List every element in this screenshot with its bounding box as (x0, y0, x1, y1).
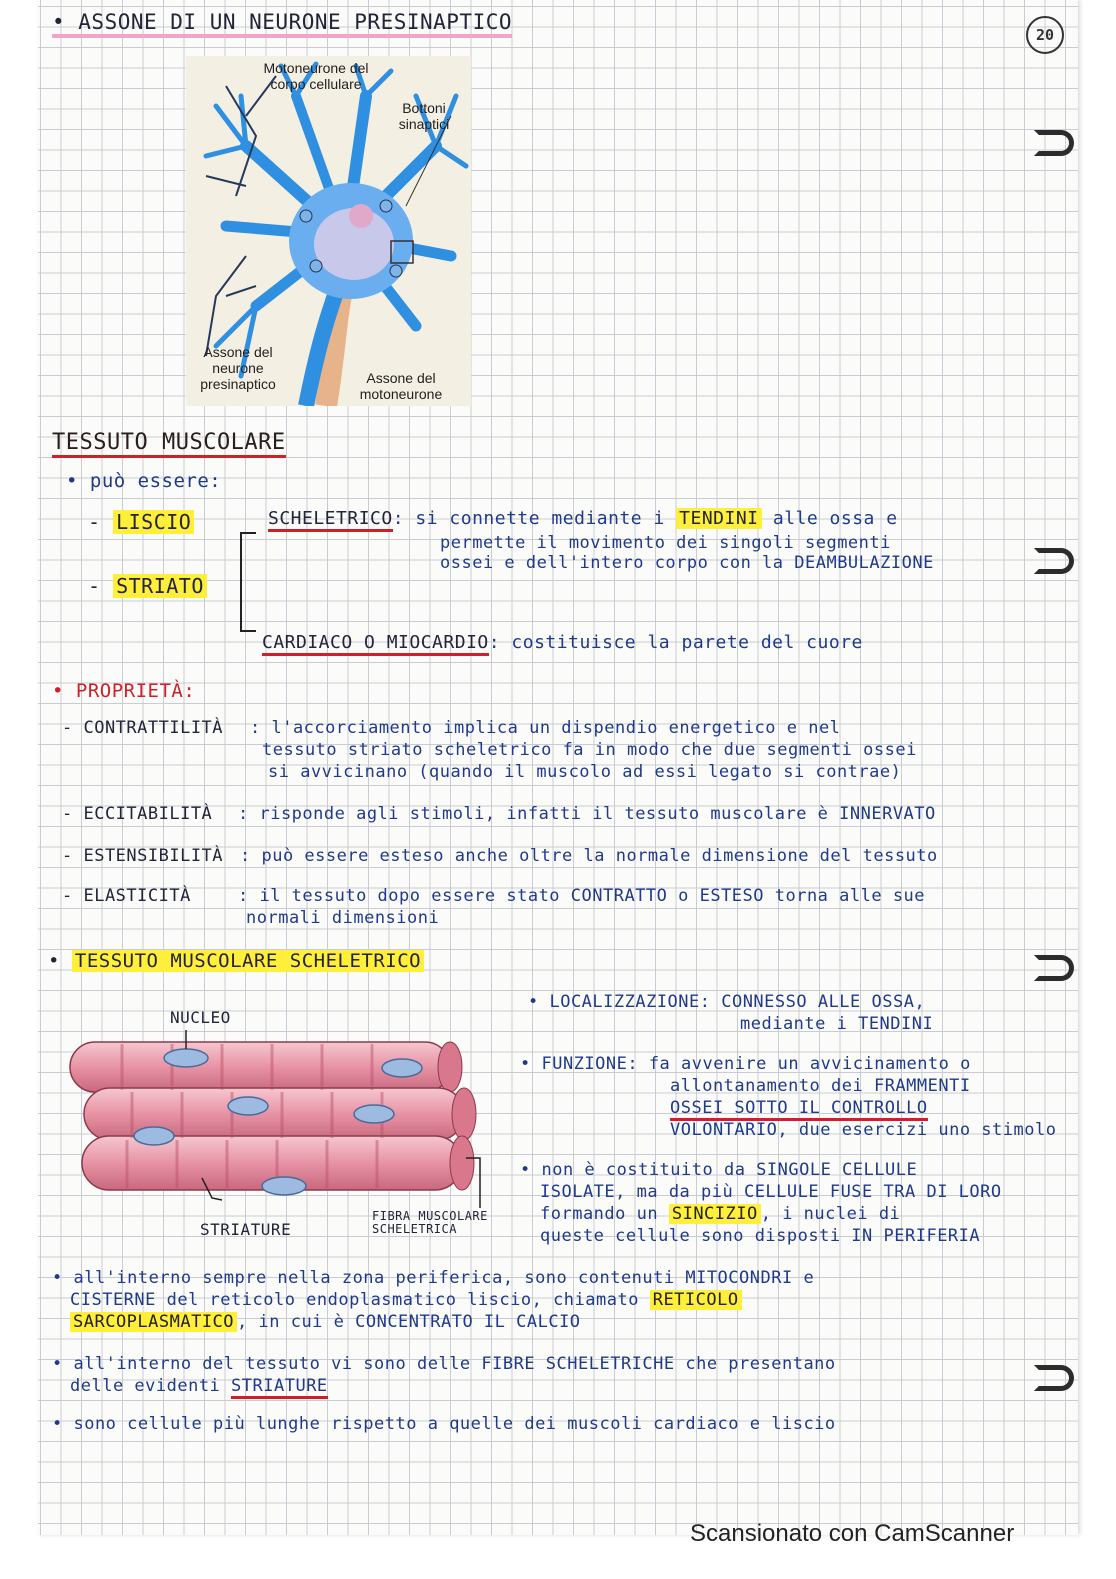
prop-excitability-term: - ECCITABILITÀ (62, 804, 213, 824)
prop-elasticity-term: - ELASTICITÀ (62, 886, 191, 906)
can-be-label: • può essere: (66, 470, 222, 492)
binder-ring (1034, 1365, 1074, 1391)
prop-excitability-line: : risponde agli stimoli, infatti il tessuto muscolare è INNERVATO (238, 804, 936, 824)
note-3: • sono cellule più lunghe rispetto a quelle dei muscoli cardiaco e liscio (52, 1414, 836, 1434)
binder-ring (1034, 955, 1074, 981)
label-synaptic-buttons: Bottoni sinaptici (398, 100, 450, 132)
section2-title: • TESSUTO MUSCOLARE SCHELETRICO (48, 950, 424, 972)
label-presynaptic-axon: Assone del neurone presinaptico (200, 344, 276, 392)
label-fiber: FIBRA MUSCOLARE SCHELETRICA (372, 1209, 488, 1236)
syncytium-line-1: • non è costituito da SINGOLE CELLULE (520, 1160, 918, 1180)
prop-contractility-line-3: si avvicinano (quando il muscolo ad essi legato si contrae) (268, 762, 902, 782)
cardiac-line: CARDIACO O MIOCARDIO: costituisce la parete del cuore (262, 632, 863, 653)
type-striated: - STRIATO (88, 574, 207, 598)
function-line-3: OSSEI SOTTO IL CONTROLLO (670, 1098, 928, 1118)
note-2-line-2: delle evidenti STRIATURE (70, 1376, 328, 1396)
loc-line-1: • LOCALIZZAZIONE: CONNESSO ALLE OSSA, (528, 992, 926, 1012)
type-smooth: - LISCIO (88, 510, 194, 534)
syncytium-line-2: ISOLATE, ma da più CELLULE FUSE TRA DI LORO (540, 1182, 1002, 1202)
skeletal-line-2: permette il movimento dei singoli segmenti (440, 533, 891, 553)
note-1-line-2: CISTERNE del reticolo endoplasmatico liscio, chiamato RETICOLO (70, 1290, 742, 1310)
prop-extensibility-line: : può essere esteso anche oltre la normale dimensione del tessuto (240, 846, 938, 866)
prop-contractility-term: - CONTRATTILITÀ (62, 718, 224, 738)
skeletal-line-1: SCHELETRICO: si connette mediante i TENDINI alle ossa e (268, 508, 898, 529)
page-number: 20 (1026, 16, 1064, 54)
scanner-footer: Scansionato con CamScanner (690, 1520, 1015, 1547)
skeletal-line-3: ossei e dell'intero corpo con la DEAMBULAZIONE (440, 553, 934, 573)
binder-ring (1034, 130, 1074, 156)
function-line-1: • FUNZIONE: fa avvenire un avvicinamento o (520, 1054, 971, 1074)
muscle-fiber-figure (62, 1008, 502, 1260)
prop-elasticity-line-2: normali dimensioni (246, 908, 440, 928)
function-line-4: VOLONTARIO, due esercizi uno stimolo (670, 1120, 1057, 1140)
label-striations: STRIATURE (200, 1220, 292, 1239)
section-title: TESSUTO MUSCOLARE (52, 430, 286, 455)
syncytium-line-4: queste cellule sono disposti IN PERIFERIA (540, 1226, 981, 1246)
neuron-figure (186, 56, 471, 406)
label-nucleus: NUCLEO (170, 1008, 231, 1027)
striated-bracket (240, 532, 256, 632)
note-1-line-1: • all'interno sempre nella zona periferica, sono contenuti MITOCONDRI e (52, 1268, 815, 1288)
syncytium-line-3: formando un SINCIZIO , i nuclei di (540, 1204, 901, 1224)
prop-contractility-line-1: : l'accorciamento implica un dispendio energetico e nel (250, 718, 841, 738)
note-2-line-1: • all'interno del tessuto vi sono delle FIBRE SCHELETRICHE che presentano (52, 1354, 836, 1374)
label-motor-body: Motoneurone del corpo cellulare (263, 60, 369, 92)
properties-title: • PROPRIETÀ: (52, 680, 196, 702)
header-title: • ASSONE DI UN NEURONE PRESINAPTICO (52, 10, 512, 34)
binder-ring (1034, 548, 1074, 574)
note-1-line-3: SARCOPLASMATICO , in cui è CONCENTRATO IL CALCIO (70, 1312, 581, 1332)
prop-contractility-line-2: tessuto striato scheletrico fa in modo che due segmenti ossei (262, 740, 917, 760)
prop-extensibility-term: - ESTENSIBILITÀ (62, 846, 224, 866)
prop-elasticity-line-1: : il tessuto dopo essere stato CONTRATTO o ESTESO torna alle sue (238, 886, 926, 906)
label-motor-axon: Assone del motoneurone (359, 370, 443, 402)
function-line-2: allontanamento dei FRAMMENTI (670, 1076, 971, 1096)
loc-line-2: mediante i TENDINI (740, 1014, 934, 1034)
